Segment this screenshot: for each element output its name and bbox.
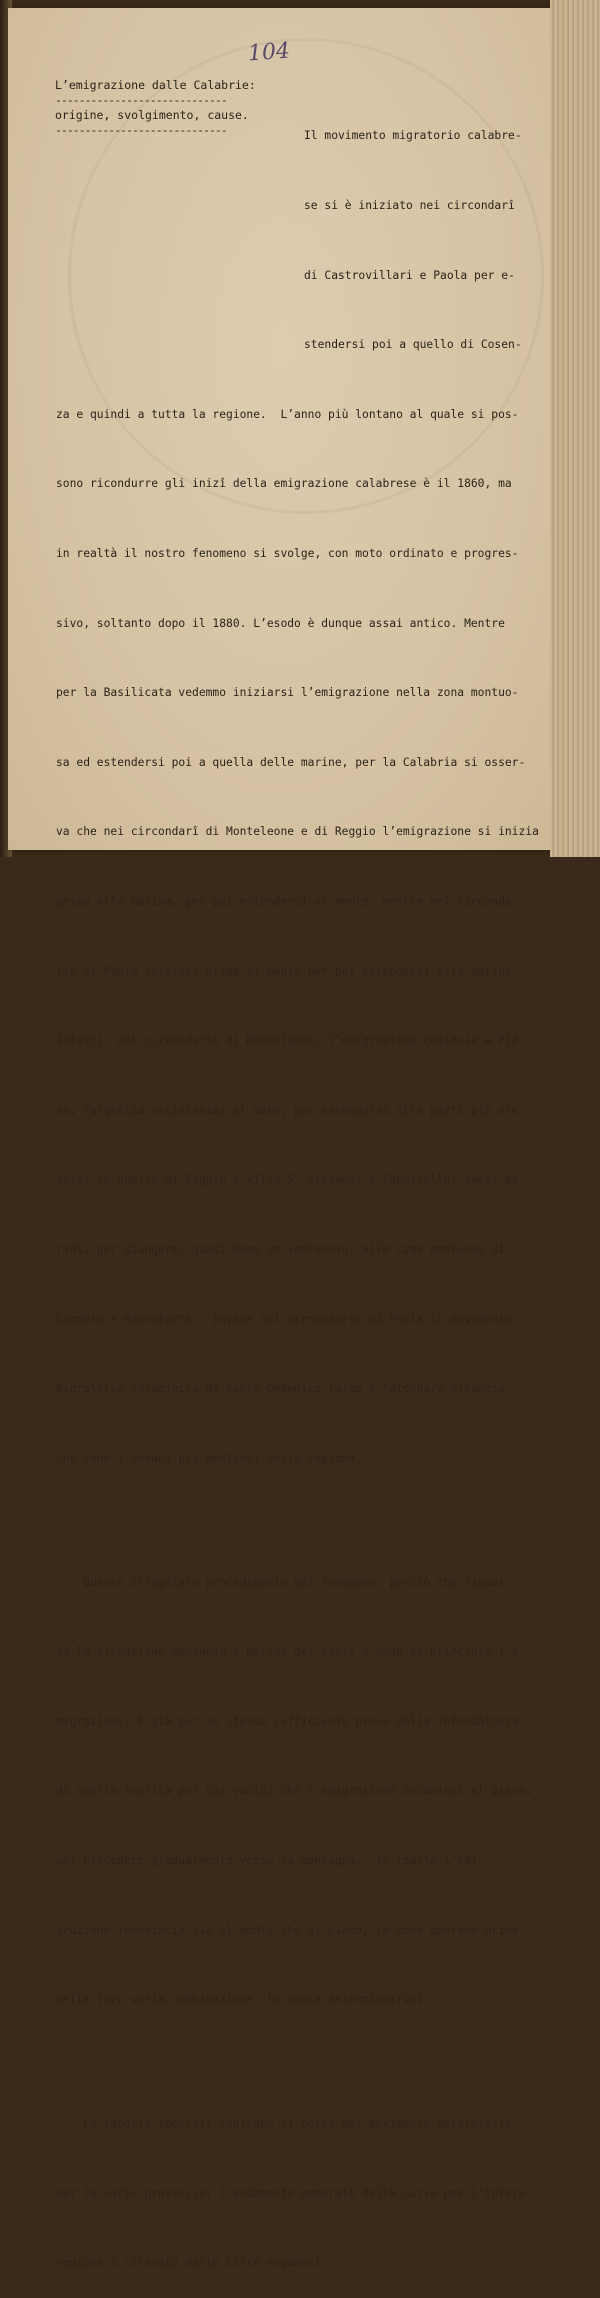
text-line: Cardeto e Roccaforte. Invece nel circondario di Paola il movimento (56, 1312, 512, 1326)
body-text (56, 78, 539, 2298)
text-line: rio di Paola iniziasi prima al monte per poi estendersi alla marina. (56, 964, 519, 978)
text-line: zo, Parghelia vicinissimi al mare, per estendersi alle parti più ele- (56, 1103, 526, 1117)
text-line: prima alla marina, per poi estendersi al monte, mentre nel circonda- (56, 894, 519, 908)
text-line: sono ricondurre gli inizî della emigrazione calabrese è il 1860, ma (56, 477, 512, 491)
text-line: sa ed estendersi poi a quella delle marine, per la Calabria si osser- (56, 755, 526, 769)
text-line: stendersi poi a quello di Cosen- (304, 338, 522, 352)
text-line: nella loro varia combinazione, le cause determinatrici. (56, 1993, 431, 2007)
text-line: che sono i comuni più montuosi della regione. (56, 1451, 363, 1465)
text-line: rini, per giungere, quasi dopo un ventennio, alle cime montuose di (56, 1242, 505, 1256)
text-line: di Castrovillari e Paola per e- (304, 268, 515, 282)
text-line: per la Basilicata vedemmo iniziarsi l’emigrazione nella zona montuo- (56, 686, 519, 700)
text-line: per le varie provincie; l’andamento generale della curva per l’intera (56, 2186, 526, 2200)
heading-line-2: origine, svolgimento, cause. (55, 108, 249, 122)
text-line: in realtà il nostro fenomeno si svolge, con moto ordinato e progres- (56, 546, 519, 560)
paragraph-gap (56, 2058, 526, 2066)
text-line: Questo irregolare procedimento del fenomeno, perciò che riguar- (56, 1575, 512, 1589)
text-line: migratorio incomincia da Santa Domenica Talao e Falconara Albanese, (56, 1382, 512, 1396)
text-line: grazione incomincia sia al monte che al piano, là dove operano prima, (56, 1923, 526, 1937)
text-line: se si è iniziato nei circondarî (304, 199, 515, 212)
heading-line-1: L’emigrazione dalle Calabrie: (55, 78, 256, 92)
heading-underline-2: ----------------------------- (55, 123, 227, 137)
text-line: sivo, soltanto dopo il 1880. L’esodo è dunque assai antico. Mentre (56, 616, 505, 630)
text-line: va che nei circondarî di Monteleone e di Reggio l’emigrazione si inizia (56, 825, 539, 839)
text-line: da la situazione montuosa o marina dei paesi d’onde ha principio l’e- (56, 1645, 526, 1659)
text-line: Il movimento migratorio calabre- (304, 129, 522, 143)
text-line: Infatti, nel circondario di Monteleone, l’emigrazione comincia a Piz- (56, 1034, 526, 1048)
folio-number: 104 (247, 38, 291, 67)
text-line: regione è rilevato dalle cifre seguenti: (56, 2256, 329, 2270)
text-line: di quella teorica per cui vuolsi che l’emigrazione incominci al piano, (56, 1784, 533, 1798)
text-line: za e quindi a tutta la regione. L’anno più lontano al quale si pos- (56, 407, 519, 421)
heading-underline-1: ----------------------------- (55, 93, 227, 107)
text-line: vate; in quello di Reggio a Villa S. Giovanni e Cannitello, paesi ma- (56, 1173, 526, 1187)
text-line: Le tabelle speciali indicano il corso del movimento emigratorio (56, 2117, 512, 2131)
text-line: per procedere gradualmente verso la montagna. In realtà l’emi- (56, 1854, 485, 1868)
text-line: migrazione, è già per se stesso sufficiente prova della infondatezza (56, 1714, 519, 1728)
paragraph-gap (56, 1516, 526, 1524)
page-edges (550, 0, 600, 857)
